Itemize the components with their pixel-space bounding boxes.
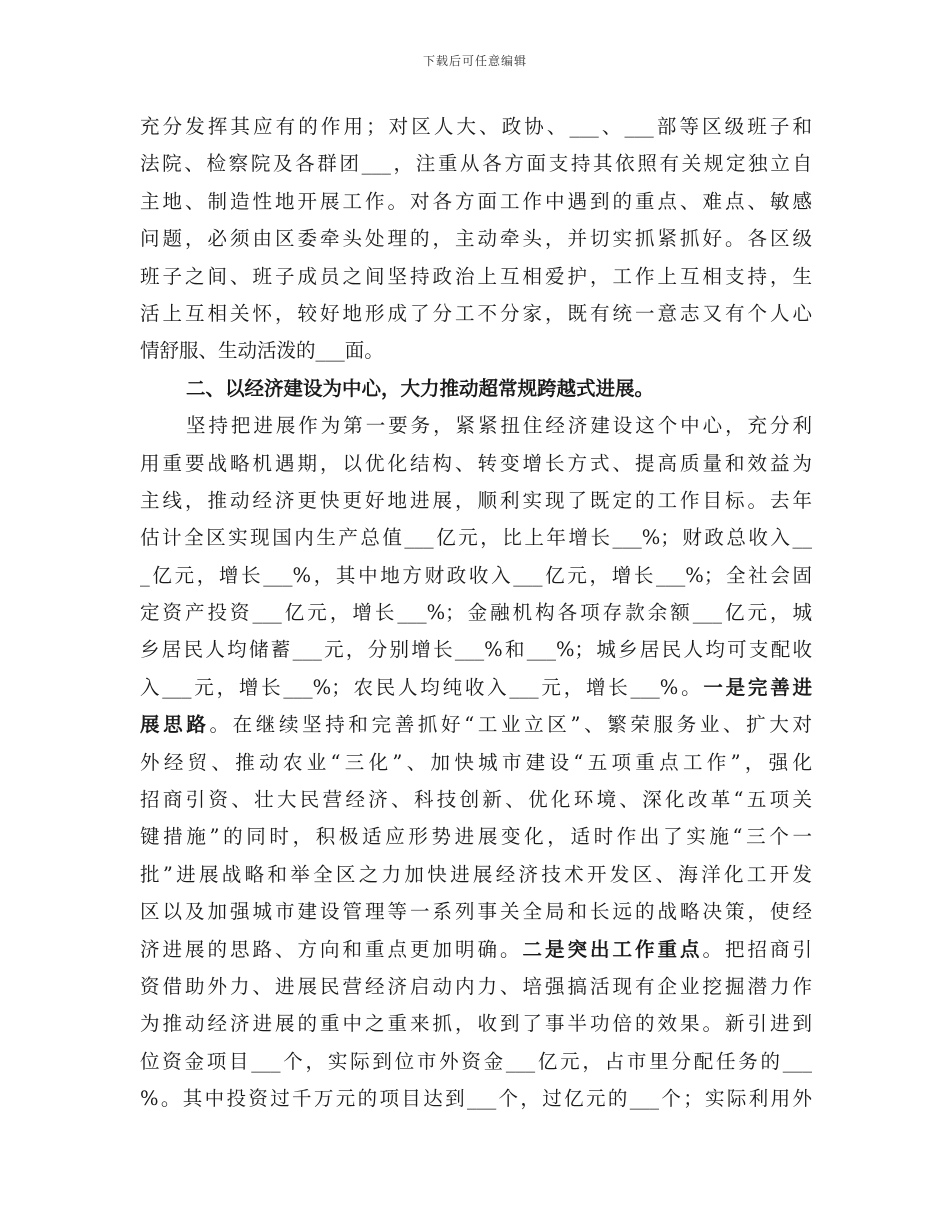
bold-lead-phrase: 二是突出工作重点 (522, 937, 703, 961)
text-line (140, 706, 812, 743)
text-line: 资借助外力、进展民营经济启动内力、培强搞活现有企业挖掘潜力作 (140, 974, 812, 998)
text-line: 用重要战略机遇期，以优化结构、转变增长方式、提高质量和效益为 (140, 451, 812, 475)
text-line: 外经贸、推动农业“三化”、加快城市建设“五项重点工作”，强化 (140, 750, 812, 774)
text-line: 坚持把进展作为第一要务，紧紧扭住经济建设这个中心，充分利 (186, 414, 812, 438)
text-line: 充分发挥其应有的作用；对区人大、政协、___、___部等区级班子和 (140, 115, 812, 138)
text-line: 估计全区实现国内生产总值___亿元，比上年增长___%；财政总收入__ (140, 526, 812, 550)
text-line: 位资金项目___个，实际到位市外资金___亿元，占市里分配任务的___ (140, 1049, 812, 1073)
page-header: 下载后可任意编辑 (422, 54, 527, 68)
text-line: 法院、检察院及各群团___，注重从各方面支持其依照有关规定独立自 (140, 152, 812, 176)
section-heading: 二、以经济建设为中心，大力推动超常规跨越式进展。 (186, 376, 655, 400)
text-line: 班子之间、班子成员之间坚持政治上互相爱护，工作上互相支持，生 (140, 264, 812, 288)
text-line: 键措施”的同时，积极适应形势进展变化，适时作出了实施“三个一 (140, 825, 812, 849)
text-line: %。其中投资过千万元的项目达到___个，过亿元的___个；实际利用外 (140, 1087, 812, 1111)
text-line: 区以及加强城市建设管理等一系列事关全局和长远的战略决策，使经 (140, 900, 812, 924)
text-line (140, 669, 812, 706)
text-line: 主线，推动经济更快更好地进展，顺利实现了既定的工作目标。去年 (140, 488, 812, 512)
text-line (140, 931, 812, 968)
text-line: 批”进展战略和举全区之力加快进展经济技术开发区、海洋化工开发 (140, 862, 812, 886)
text-line: 定资产投资___亿元，增长___%；金融机构各项存款余额___亿元，城 (140, 601, 812, 625)
text-line: 招商引资、壮大民营经济、科技创新、优化环境、深化改革“五项关 (140, 788, 812, 812)
text-line: 主地、制造性地开展工作。对各方面工作中遇到的重点、难点、敏感 (140, 189, 812, 213)
bold-lead-phrase: 一是完善进 (703, 675, 812, 699)
bold-lead-phrase: 展思路 (140, 713, 210, 737)
text-run: 。把招商引 (702, 937, 812, 961)
document-body (140, 108, 812, 1118)
text-line: _亿元，增长___%，其中地方财政收入___亿元，增长___%；全社会固 (140, 563, 812, 587)
text-run: 入___元，增长___%；农民人均纯收入___元，增长___%。 (140, 675, 704, 699)
text-line: 为推动经济进展的重中之重来抓，收到了事半功倍的效果。新引进到 (140, 1012, 812, 1036)
text-line: 问题，必须由区委牵头处理的，主动牵头，并切实抓紧抓好。各区级 (140, 227, 812, 251)
text-run: 。在继续坚持和完善抓好“工业立区”、繁荣服务业、扩大对 (209, 713, 812, 737)
text-line: 乡居民人均储蓄___元，分别增长___%和___%；城乡居民人均可支配收 (140, 638, 812, 662)
text-line: 活上互相关怀，较好地形成了分工不分家，既有统一意志又有个人心 (140, 301, 812, 325)
text-line: 情舒服、生动活泼的___面。 (140, 339, 384, 363)
text-run: 济进展的思路、方向和重点更加明确。 (140, 937, 523, 961)
